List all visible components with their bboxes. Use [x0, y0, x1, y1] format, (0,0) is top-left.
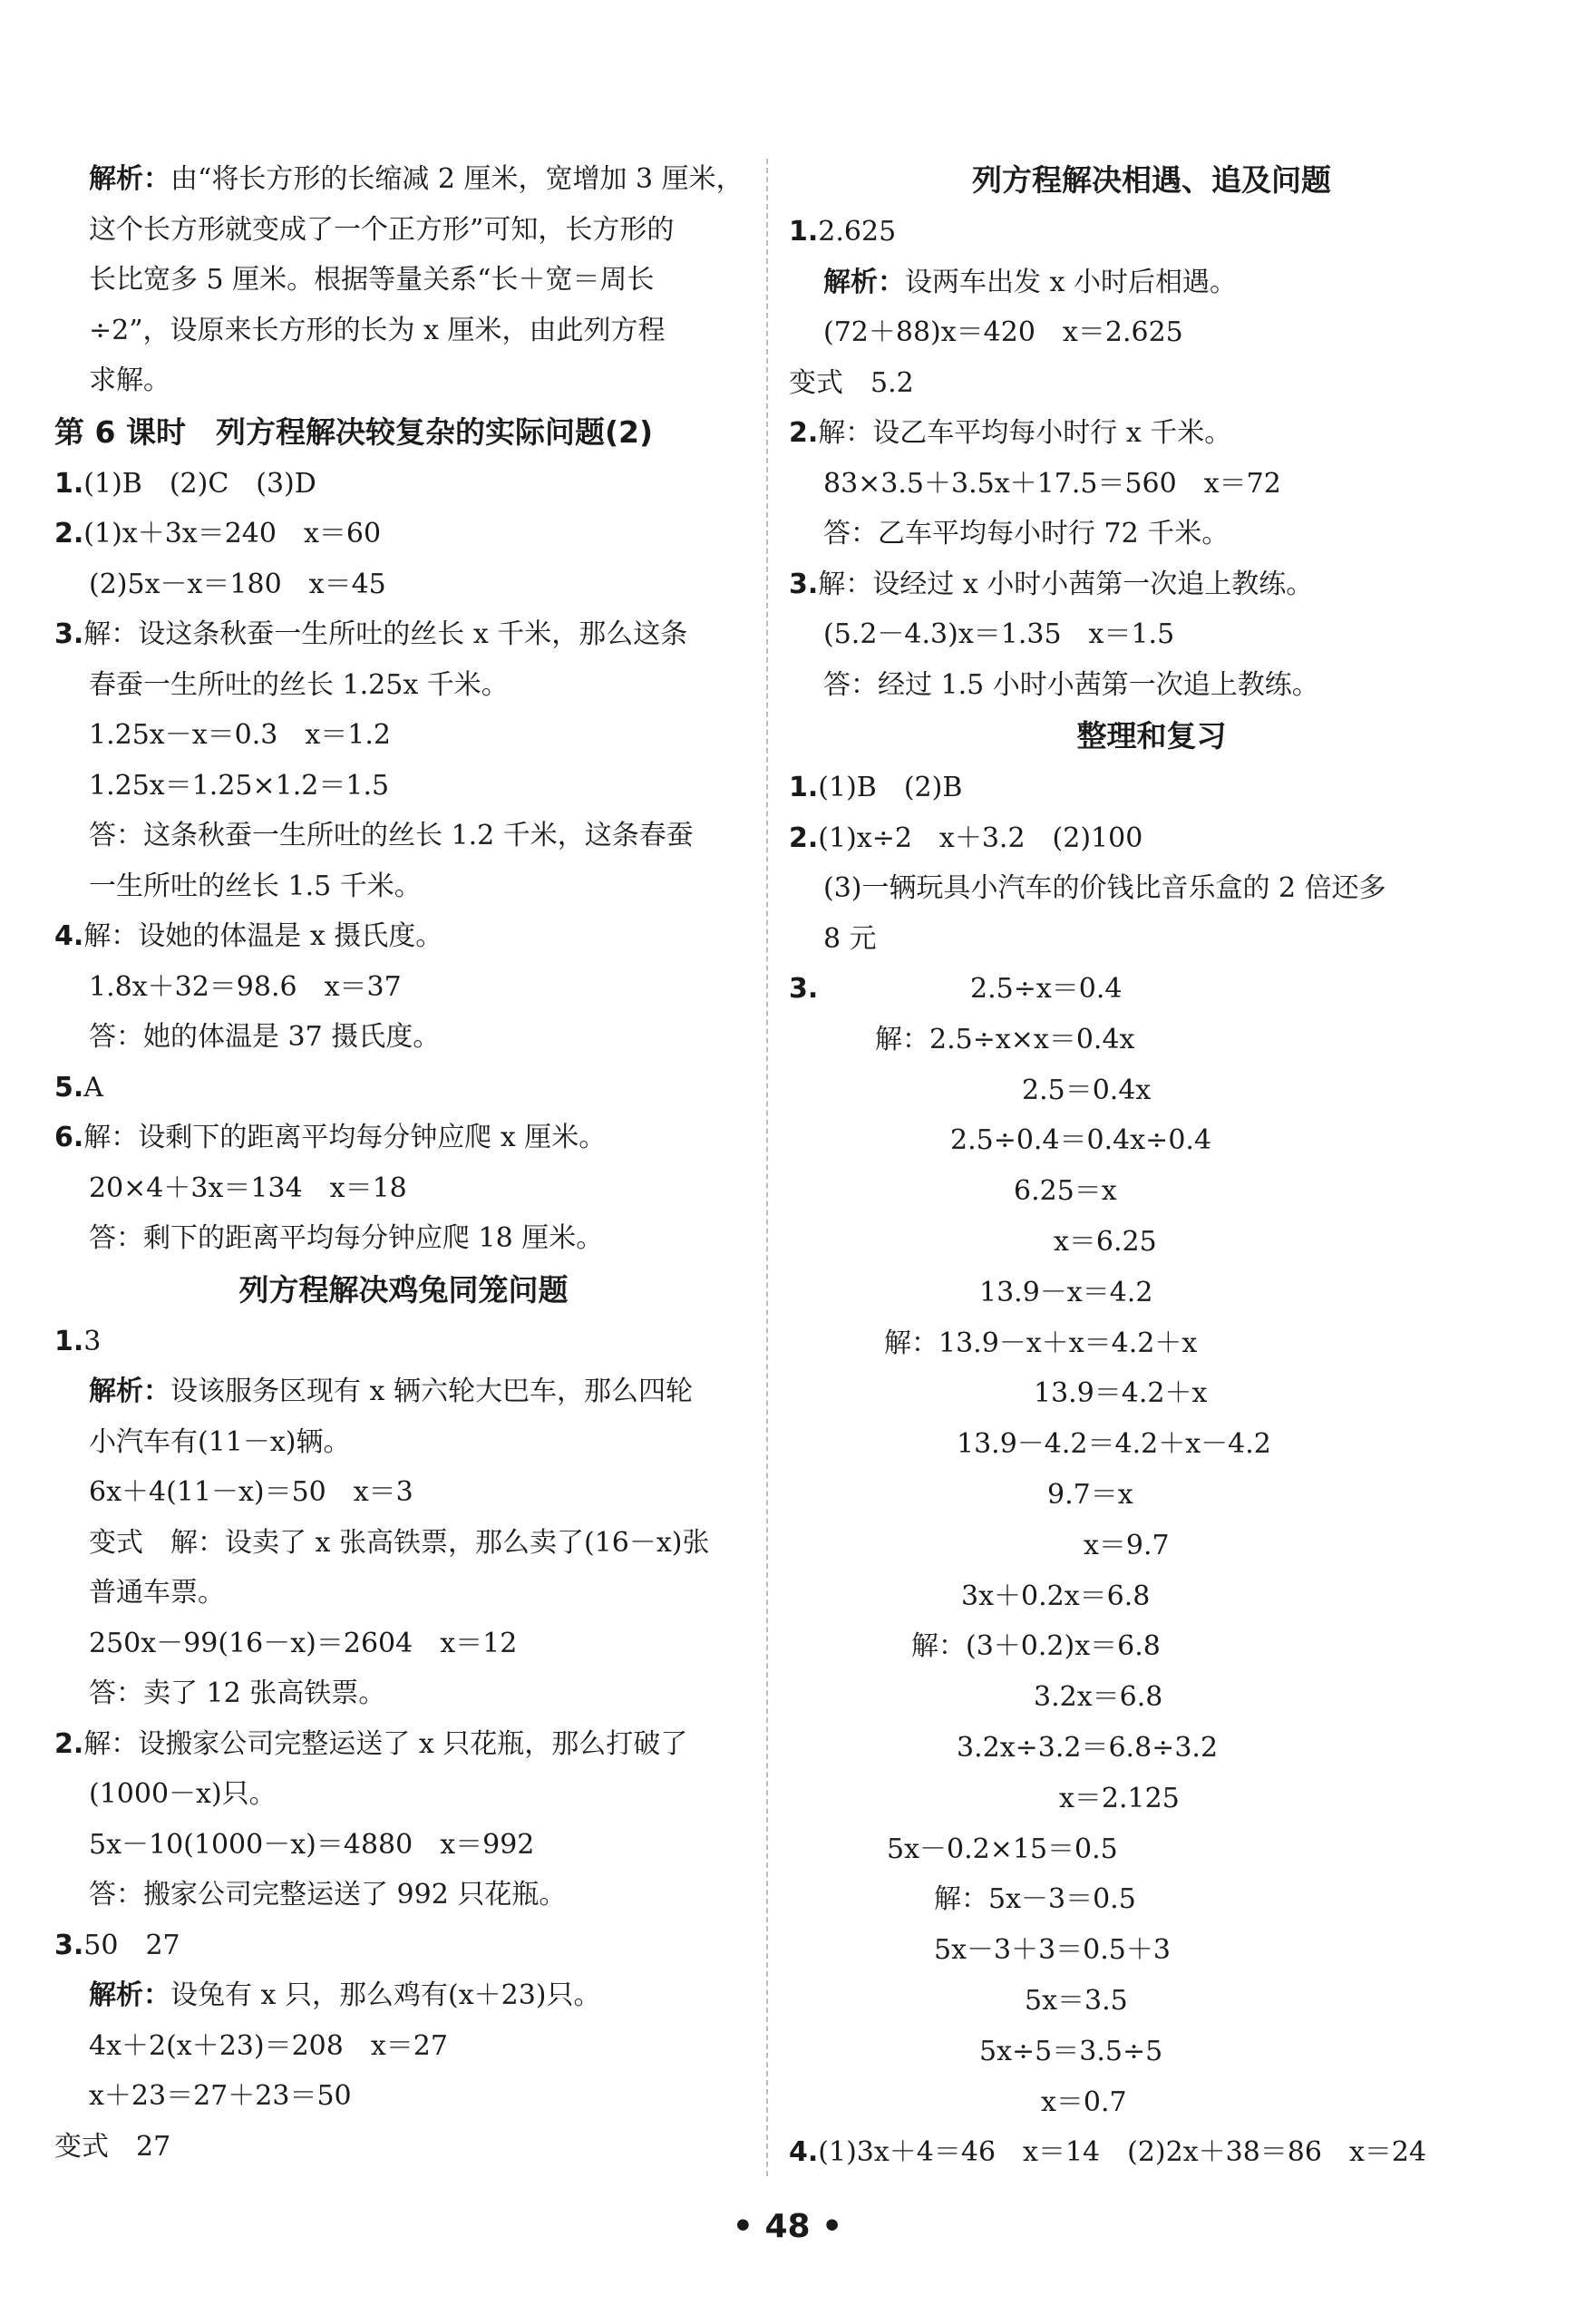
- equation-step: 解：5x－3＝0.5: [934, 1883, 1136, 1916]
- text-line: 答：卖了 12 张高铁票。: [89, 1677, 386, 1709]
- text-line: 变式 解：设卖了 x 张高铁票，那么卖了(16－x)张: [89, 1526, 710, 1559]
- text-line: 83×3.5＋3.5x＋17.5＝560 x＝72: [823, 467, 1281, 500]
- equation-step: 解：2.5÷x×x＝0.4x: [875, 1023, 1135, 1055]
- equation-block-label: 3. 2.5÷x＝0.4: [789, 973, 1123, 1005]
- text-line: 求解。: [89, 365, 170, 396]
- equation-step: x＝2.125: [1059, 1782, 1180, 1814]
- text-line: 解析：由“将长方形的长缩减 2 厘米，宽增加 3 厘米，: [89, 163, 744, 195]
- text-line: (5.2－4.3)x＝1.35 x＝1.5: [823, 618, 1175, 650]
- text-line: 答：这条秋蚕一生所吐的丝长 1.2 千米，这条春蚕: [89, 820, 694, 851]
- text-line: 一生所吐的丝长 1.5 千米。: [89, 870, 422, 902]
- answer-item: 2.解：设乙车平均每小时行 x 千米。: [789, 417, 1232, 449]
- answer-item: 3.解：设经过 x 小时小茜第一次追上教练。: [789, 568, 1314, 600]
- text-line: ÷2”，设原来长方形的长为 x 厘米，由此列方程: [89, 314, 666, 346]
- answer-item: 6.解：设剩下的距离平均每分钟应爬 x 厘米。: [54, 1122, 607, 1153]
- answer-item: 2.(1)x÷2 x＋3.2 (2)100: [789, 822, 1143, 854]
- analysis-label: 解析：: [89, 163, 170, 195]
- answer-item: 4.(1)3x＋4＝46 x＝14 (2)2x＋38＝86 x＝24: [789, 2136, 1427, 2169]
- answer-item: 4.解：设她的体温是 x 摄氏度。: [54, 920, 443, 952]
- text-line: 答：剩下的距离平均每分钟应爬 18 厘米。: [89, 1222, 604, 1254]
- lesson6-heading: 第 6 课时 列方程解决较复杂的实际问题(2): [54, 413, 654, 450]
- text-line: 解析：设该服务区现有 x 辆六轮大巴车，那么四轮: [89, 1376, 693, 1407]
- equation-step: 3.2x＝6.8: [1034, 1681, 1163, 1714]
- text-line: 20×4＋3x＝134 x＝18: [89, 1172, 407, 1204]
- text-line: 1.25x＝1.25×1.2＝1.5: [89, 769, 390, 802]
- text-line: 250x－99(16－x)＝2604 x＝12: [89, 1627, 518, 1659]
- equation-step: 5x＝3.5: [1025, 1984, 1128, 2017]
- text-line: 答：搬家公司完整运送了 992 只花瓶。: [89, 1879, 567, 1911]
- equation-step: 6.25＝x: [1014, 1175, 1117, 1208]
- equation-step: 2.5÷0.4＝0.4x÷0.4: [950, 1124, 1212, 1157]
- equation-step: 3.2x÷3.2＝6.8÷3.2: [957, 1731, 1219, 1764]
- answer-item: 1.3: [54, 1325, 102, 1357]
- equation-step: 5x÷5＝3.5÷5: [979, 2035, 1163, 2067]
- equation-step: 5x－3＋3＝0.5＋3: [934, 1934, 1171, 1967]
- text-line: (1000－x)只。: [89, 1778, 277, 1810]
- answer-item: 5.A: [54, 1071, 103, 1104]
- text-line: 春蚕一生所吐的丝长 1.25x 千米。: [89, 668, 509, 701]
- column-divider: [766, 159, 768, 2176]
- text-line: 4x＋2(x＋23)＝208 x＝27: [89, 2029, 448, 2062]
- text-line: 解析：设两车出发 x 小时后相遇。: [823, 266, 1237, 298]
- equation-step: 13.9＝4.2＋x: [1034, 1377, 1208, 1410]
- meet-chase-heading: 列方程解决相遇、追及问题: [972, 162, 1331, 198]
- text-line: 8 元: [823, 922, 877, 955]
- equation-step: 解：(3＋0.2)x＝6.8: [911, 1630, 1161, 1663]
- equation-step: 3x＋0.2x＝6.8: [961, 1580, 1151, 1612]
- equation-step: x＝6.25: [1054, 1225, 1157, 1258]
- answer-item: 2.解：设搬家公司完整运送了 x 只花瓶，那么打破了: [54, 1727, 688, 1760]
- answer-item: 1.(1)B (2)C (3)D: [54, 467, 316, 500]
- text-line: 答：乙车平均每小时行 72 千米。: [823, 518, 1230, 549]
- review-heading: 整理和复习: [1076, 718, 1227, 754]
- equation-step: 2.5＝0.4x: [1022, 1074, 1152, 1106]
- equation-step: 13.9－x＝4.2: [979, 1276, 1153, 1308]
- equation-step: 5x－0.2×15＝0.5: [887, 1833, 1118, 1865]
- page-number: • 48 •: [732, 2208, 843, 2245]
- text-line: (72＋88)x＝420 x＝2.625: [823, 316, 1183, 348]
- text-line: 长比宽多 5 厘米。根据等量关系“长＋宽＝周长: [89, 264, 655, 296]
- left-column: [54, 154, 753, 2172]
- text-line: 变式 27: [54, 2130, 171, 2163]
- text-line: 答：经过 1.5 小时小茜第一次追上教练。: [823, 668, 1319, 701]
- text-line: 答：她的体温是 37 摄氏度。: [89, 1021, 441, 1053]
- text-line: 1.25x－x＝0.3 x＝1.2: [89, 719, 391, 751]
- equation-step: 解：13.9－x＋x＝4.2＋x: [884, 1327, 1198, 1359]
- answer-item: 2.(1)x＋3x＝240 x＝60: [54, 518, 382, 549]
- answer-item: 1.(1)B (2)B: [789, 772, 963, 803]
- text-line: 这个长方形就变成了一个正方形”可知，长方形的: [89, 213, 675, 246]
- text-line: 普通车票。: [89, 1577, 225, 1609]
- text-line: x＋23＝27＋23＝50: [89, 2080, 352, 2112]
- text-line: 5x－10(1000－x)＝4880 x＝992: [89, 1828, 535, 1861]
- answer-item: 3.解：设这条秋蚕一生所吐的丝长 x 千米，那么这条: [54, 618, 688, 650]
- equation-step: 13.9－4.2＝4.2＋x－4.2: [957, 1428, 1271, 1461]
- text-line: 解析：设兔有 x 只，那么鸡有(x＋23)只。: [89, 1979, 601, 2011]
- chicken-rabbit-heading: 列方程解决鸡兔同笼问题: [238, 1271, 569, 1308]
- text-line: 小汽车有(11－x)辆。: [89, 1425, 351, 1458]
- text-line: 变式 5.2: [789, 366, 914, 399]
- answer-item: 3.50 27: [54, 1929, 180, 1961]
- right-column: [789, 154, 1514, 2178]
- equation-step: 9.7＝x: [1047, 1478, 1133, 1511]
- equation-step: x＝9.7: [1084, 1529, 1170, 1561]
- answer-item: 1.2.625: [789, 216, 897, 248]
- equation-step: x＝0.7: [1041, 2086, 1127, 2118]
- text-line: 6x＋4(11－x)＝50 x＝3: [89, 1476, 413, 1508]
- text-line: (3)一辆玩具小汽车的价钱比音乐盒的 2 倍还多: [823, 872, 1386, 904]
- text-line: (2)5x－x＝180 x＝45: [89, 568, 386, 600]
- text-line: 1.8x＋32＝98.6 x＝37: [89, 970, 402, 1003]
